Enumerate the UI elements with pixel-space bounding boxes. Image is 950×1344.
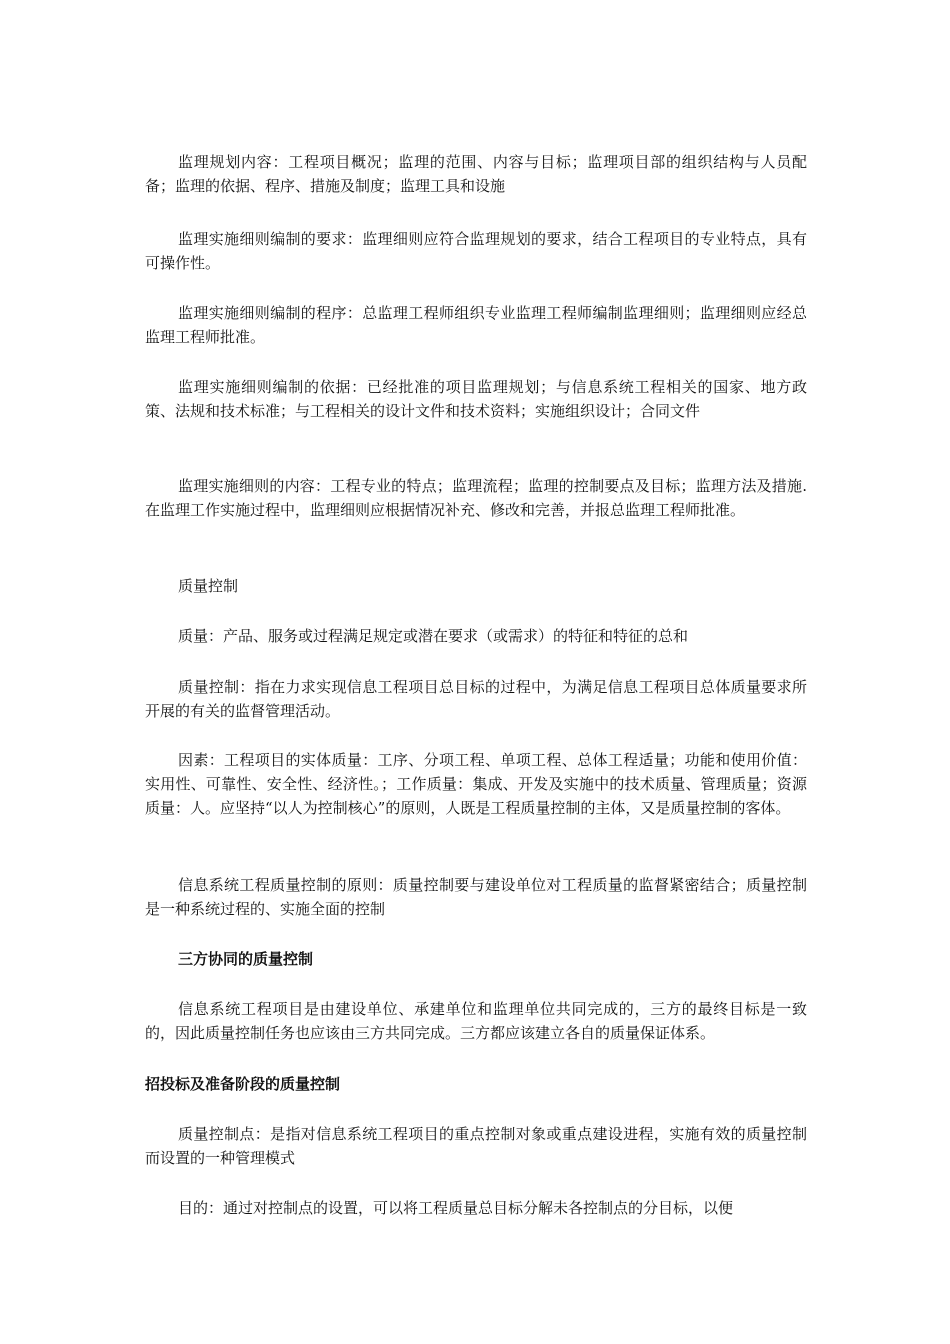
paragraph-quality-definition: 质量：产品、服务或过程满足规定或潜在要求（或需求）的特征和特征的总和 <box>178 627 689 645</box>
paragraph-principles: 信息系统工程质量控制的原则：质量控制要与建设单位对工程质量的监督紧密结合；质量控制是一种系统过程的、实施全面的控制 <box>145 876 807 918</box>
paragraph-rules-content: 监理实施细则的内容：工程专业的特点；监理流程；监理的控制要点及目标；监理方法及措施.在监理工作实施过程中，监理细则应根据情况补充、修改和完善，并报总监理工程师批准。 <box>145 477 807 519</box>
paragraph-purpose: 目的：通过对控制点的设置，可以将工程质量总目标分解未各控制点的分目标，以便 <box>178 1199 734 1217</box>
heading-bidding-stage-quality-control: 招投标及准备阶段的质量控制 <box>145 1075 341 1093</box>
paragraph-quality-control-title: 质量控制 <box>178 577 239 595</box>
paragraph-tripartite: 信息系统工程项目是由建设单位、承建单位和监理单位共同完成的，三方的最终目标是一致的，因此质量控制任务也应该由三方共同完成。三方都应该建立各自的质量保证体系。 <box>145 1000 807 1042</box>
paragraph-quality-control-definition: 质量控制：指在力求实现信息工程项目总目标的过程中，为满足信息工程项目总体质量要求所开展的有关的监督管理活动。 <box>145 678 807 720</box>
paragraph-rules-basis: 监理实施细则编制的依据：已经批准的项目监理规划；与信息系统工程相关的国家、地方政策、法规和技术标准；与工程相关的设计文件和技术资料；实施组织设计；合同文件 <box>145 378 807 420</box>
paragraph-rules-requirements: 监理实施细则编制的要求：监理细则应符合监理规划的要求，结合工程项目的专业特点，具有可操作性。 <box>145 230 807 272</box>
paragraph-plan-content: 监理规划内容：工程项目概况；监理的范围、内容与目标；监理项目部的组织结构与人员配备；监理的依据、程序、措施及制度；监理工具和设施 <box>145 153 807 195</box>
heading-tripartite-quality-control: 三方协同的质量控制 <box>178 950 314 968</box>
paragraph-factors: 因素：工程项目的实体质量：工序、分项工程、单项工程、总体工程适量；功能和使用价值：实用性、可靠性、安全性、经济性。；工作质量：集成、开发及实施中的技术质量、管理质量；资源质量：人。应坚持“以人为控制核心”的原则，人既是工程质量控制的主体，又是质量控制的客体。 <box>145 751 807 817</box>
paragraph-rules-procedure: 监理实施细则编制的程序：总监理工程师组织专业监理工程师编制监理细则；监理细则应经总监理工程师批准。 <box>145 304 807 346</box>
paragraph-control-point: 质量控制点：是指对信息系统工程项目的重点控制对象或重点建设进程，实施有效的质量控制而设置的一种管理模式 <box>145 1125 807 1167</box>
